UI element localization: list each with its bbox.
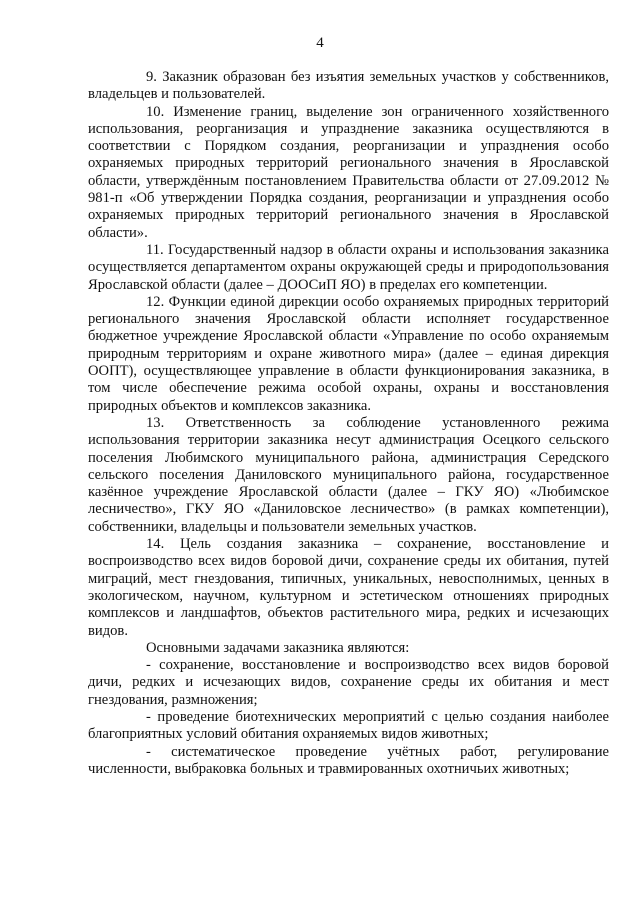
paragraph-14: 14. Цель создания заказника – сохранение, восстановление и воспроизводство всех видов боровой дичи, сохранение среды их обитания, путей миграций, мест гнездования, типичных, уникальных, невосполнимых, ценных в экологическом, научном, культурном и эстетическом отношениях природных комплексов и ландшафтов, объектов растительного мира, редких и исчезающих видов. [88, 536, 609, 639]
page-number: 4 [316, 35, 324, 51]
paragraph-11: 11. Государственный надзор в области охраны и использования заказника осуществляется департаментом охраны окружающей среды и природопользования Ярославской области (далее – ДООСиП ЯО) в пределах его компетенции. [88, 241, 609, 293]
tasks-heading: Основными задачами заказника являются: [146, 639, 410, 656]
paragraph-12: 12. Функции единой дирекции особо охраняемых природных территорий регионального значения Ярославской области исполняет государственное бюджетное учреждение Ярославской области «Управление по особо охраняемым природным территориям и охране животного мира» (далее – единая дирекция ООПТ), осуществляющее управление в области функционирования заказника, в том числе обеспечение режима особой охраны, охраны и восстановления природных объектов и комплексов заказника. [88, 293, 609, 414]
task-item-2: - проведение биотехнических мероприятий с целью создания наиболее благоприятных условий обитания охраняемых видов животных; [88, 708, 609, 743]
task-item-3: - систематическое проведение учётных работ, регулирование численности, выбраковка больных и травмированных охотничьих животных; [88, 743, 609, 777]
paragraph-10: 10. Изменение границ, выделение зон ограниченного хозяйственного использования, реорганизация и упразднение заказника осуществляются в соответствии с Порядком создания, реорганизации и упразднения особо охраняемых природных территорий регионального значения в Ярославской области, утверждённым постановлением Правительства области от 27.09.2012 № 981-п «Об утверждении Порядка создания, реорганизации и упразднения особо охраняемых природных территорий регионального значения в Ярославской области». [88, 103, 609, 241]
document-body [88, 69, 609, 778]
paragraph-13: 13. Ответственность за соблюдение установленного режима использования территории заказника несут администрация Осецкого сельского поселения Любимского муниципального района, администрация Середского сельского поселения Даниловского муниципального района, государственное казённое учреждение Ярославской области (далее – ГКУ ЯО) «Любимское лесничество», ГКУ ЯО «Даниловское лесничество» (в рамках компетенции), собственники, владельцы и пользователи земельных участков. [88, 414, 609, 535]
paragraph-9: 9. Заказник образован без изъятия земельных участков у собственников, владельцев и пользователей. [88, 69, 609, 103]
task-item-1: - сохранение, восстановление и воспроизводство всех видов боровой дичи, редких и исчезающих видов, сохранение среды их обитания и мест гнездования, размножения; [88, 657, 609, 708]
